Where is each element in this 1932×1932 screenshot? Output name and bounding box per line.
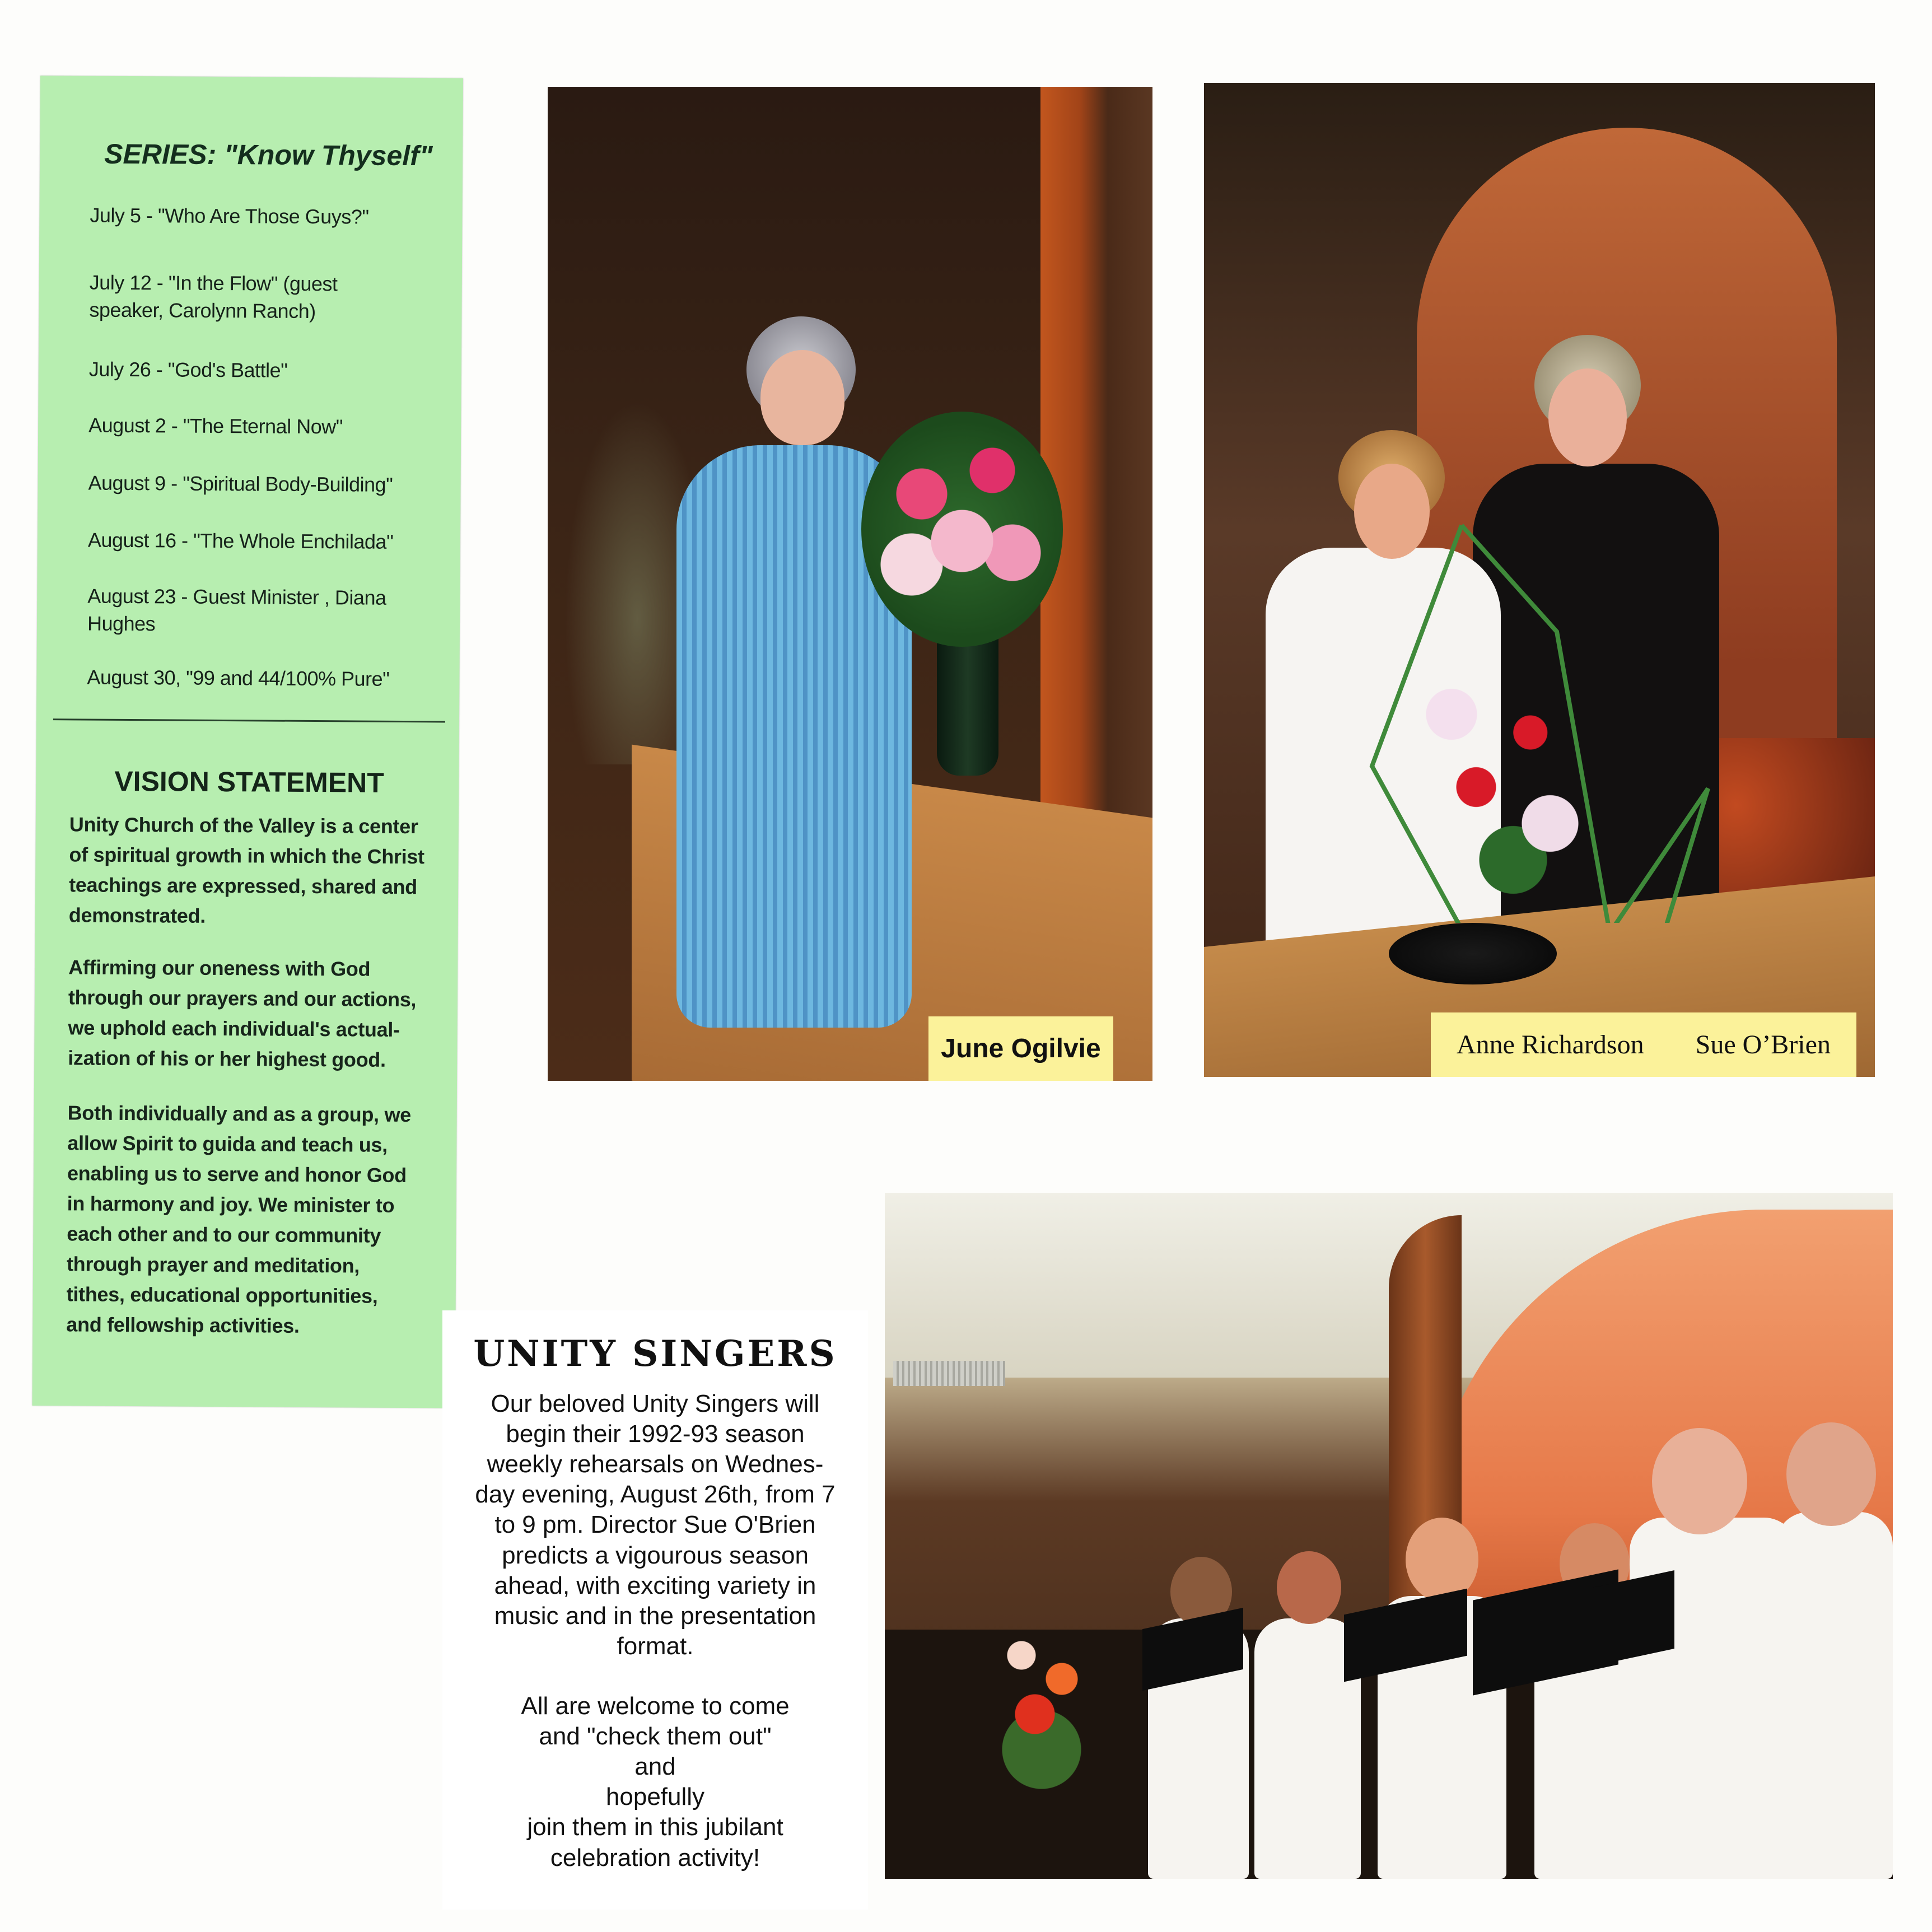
sermon-item: August 9 - "Spiritual Body-Building" xyxy=(88,471,393,496)
sermon-item: July 26 - "God's Battle" xyxy=(88,357,288,382)
photo-singer-head xyxy=(1786,1422,1876,1526)
photo-vent xyxy=(893,1361,1005,1386)
photo-singer-head xyxy=(1277,1551,1341,1624)
photo-singer-head xyxy=(1406,1518,1478,1602)
vision-paragraph: Both individually and as a group, we allow Spirit to guida and teach us, enabling us to serve and honor God in harmony and joy. We minister to each other and to our community through prayer and meditation, tithes, educational opportunities, and fellowship activities. xyxy=(66,1101,412,1337)
photo-unity-singers-choir xyxy=(885,1193,1893,1879)
photo-caption: June Ogilvie xyxy=(928,1016,1113,1081)
sermon-item: August 23 - Guest Minister , Diana Hughes xyxy=(87,584,386,636)
photo-person-face xyxy=(760,350,844,445)
photo-singer xyxy=(1775,1512,1893,1879)
vision-paragraph: Affirming our oneness with God through our prayers and our actions, we uphold each individual's actual- ization of his or her highest good. xyxy=(68,955,417,1071)
sermon-item: August 16 - "The Whole Enchilada" xyxy=(87,528,394,553)
photo-person-face xyxy=(1548,368,1627,466)
photo-vase xyxy=(1389,923,1557,984)
vision-paragraph: Unity Church of the Valley is a center of spiritual growth in which the Christ teachings are expressed, shared and demonstrated. xyxy=(68,813,424,927)
bulletin-clipping xyxy=(32,76,463,1408)
vision-title: VISION STATEMENT xyxy=(114,765,384,799)
singers-announcement: Our beloved Unity Singers will begin their 1992-93 season weekly rehearsals on Wednes- day evening, August 26th, from 7 to 9 pm. Director Sue O'Brien predicts a vigourous season ahead, with exciting variety in music and in the presentation format. xyxy=(475,1390,836,1660)
sermon-item: July 12 - "In the Flow" (guest speaker, Carolynn Ranch) xyxy=(89,270,338,323)
sermon-item: August 30, "99 and 44/100% Pure" xyxy=(87,665,390,690)
caption-name-right: Sue O’Brien xyxy=(1695,1030,1831,1060)
photo-anne-and-sue xyxy=(1204,83,1875,1077)
sermon-item: August 2 - "The Eternal Now" xyxy=(88,413,343,438)
sermon-item: July 5 - "Who Are Those Guys?" xyxy=(90,203,369,228)
singers-title: UNITY SINGERS xyxy=(473,1333,837,1375)
photo-flower-arrangement xyxy=(1378,587,1624,951)
photo-bouquet xyxy=(861,412,1063,647)
photo-flowers xyxy=(974,1585,1109,1820)
photo-june-ogilvie xyxy=(548,87,1152,1081)
series-title: SERIES: "Know Thyself" xyxy=(104,138,433,172)
photo-caption xyxy=(1431,1012,1856,1077)
photo-singer xyxy=(1630,1518,1798,1879)
photo-singer-head xyxy=(1652,1428,1747,1534)
singers-welcome: All are welcome to come and "check them out" and hopefully join them in this jubilant celebration activity! xyxy=(521,1692,790,1872)
caption-name-left: Anne Richardson xyxy=(1457,1030,1644,1060)
unity-singers-clipping xyxy=(442,1310,868,1910)
section-divider xyxy=(53,718,445,722)
